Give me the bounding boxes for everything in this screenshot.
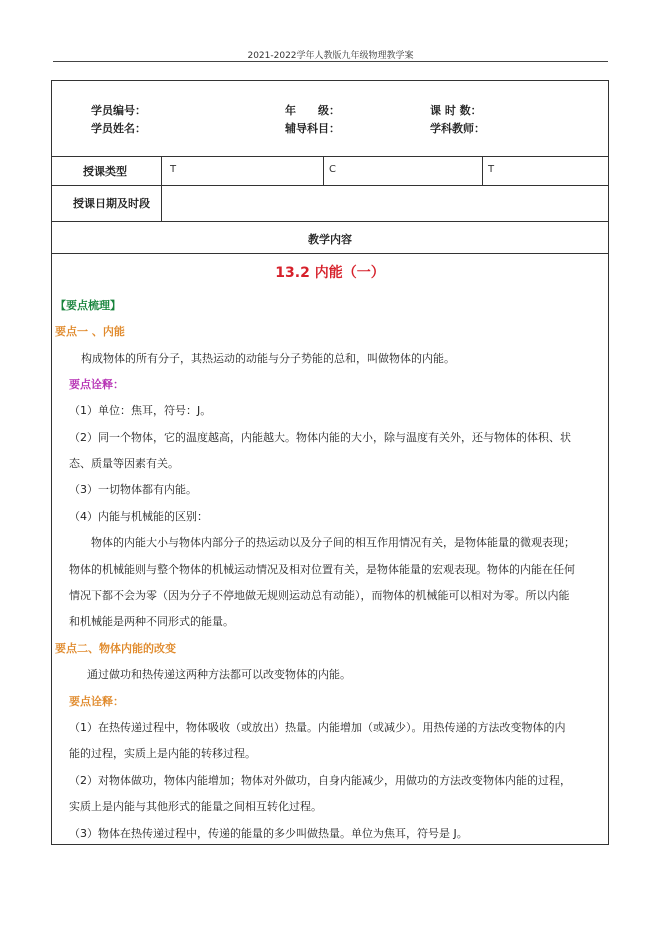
paragraph: （3）一切物体都有内能。: [69, 483, 197, 496]
paragraph: 通过做功和热传递这两种方法都可以改变物体的内能。: [87, 668, 351, 681]
table-divider: [161, 156, 162, 221]
paragraph: 物体的机械能则与整个物体的机械运动情况及相对位置有关，是物体能量的宏观表现。物体的内能在任何: [69, 563, 575, 576]
lesson-type-t2: T: [488, 164, 495, 175]
class-hours-label: 课 时 数：: [430, 104, 482, 117]
table-divider: [323, 156, 324, 185]
lesson-type-label: 授课类型: [83, 165, 127, 178]
lesson-type-t1: T: [170, 164, 177, 175]
point2-heading: 要点二、物体内能的改变: [55, 642, 176, 655]
paragraph: 实质上是内能与其他形式的能量之间相互转化过程。: [69, 800, 322, 813]
table-divider: [52, 221, 608, 222]
header-rule: [53, 61, 608, 62]
content-section-heading: 教学内容: [308, 233, 352, 246]
lesson-type-c: C: [329, 164, 336, 175]
table-divider: [482, 156, 483, 185]
subject-label: 辅导科目：: [285, 122, 340, 135]
point1-heading: 要点一 、内能: [55, 325, 125, 338]
table-divider: [52, 253, 608, 254]
table-divider: [52, 185, 608, 186]
document-header-title: 2021-2022学年人教版九年级物理教学案: [247, 51, 414, 61]
student-id-label: 学员编号：: [91, 104, 146, 117]
paragraph: （2）对物体做功，物体内能增加；物体对外做功，自身内能减少，用做功的方法改变物体内能的过程，: [69, 774, 571, 787]
paragraph: （2）同一个物体，它的温度越高，内能越大。物体内能的大小，除与温度有关外，还与物体的体积、状: [69, 431, 571, 444]
paragraph: 能的过程，实质上是内能的转移过程。: [69, 747, 256, 760]
explain1-heading: 要点诠释：: [69, 378, 124, 391]
grade-label: 年 级：: [285, 104, 340, 117]
paragraph: （1）单位：焦耳，符号：J。: [69, 404, 212, 417]
lesson-title: 13.2 内能（一）: [275, 265, 385, 281]
paragraph: 物体的内能大小与物体内部分子的热运动以及分子间的相互作用情况有关，是物体能量的微观表现；: [91, 536, 575, 549]
summary-heading: 【要点梳理】: [55, 299, 121, 312]
lesson-plan-table: [51, 80, 609, 845]
paragraph: 和机械能是两种不同形式的能量。: [69, 615, 234, 628]
paragraph: 态、质量等因素有关。: [69, 457, 179, 470]
lesson-date-label: 授课日期及时段: [73, 197, 150, 210]
table-divider: [52, 156, 608, 157]
paragraph: （4）内能与机械能的区别：: [69, 510, 208, 523]
explain2-heading: 要点诠释：: [69, 695, 124, 708]
paragraph: 构成物体的所有分子，其热运动的动能与分子势能的总和，叫做物体的内能。: [81, 352, 455, 365]
student-name-label: 学员姓名：: [91, 122, 146, 135]
teacher-label: 学科教师：: [430, 122, 485, 135]
paragraph: 情况下都不会为零（因为分子不停地做无规则运动总有动能），而物体的机械能可以相对为零。所以内能: [69, 589, 570, 602]
paragraph: （1）在热传递过程中，物体吸收（或放出）热量。内能增加（或减少）。用热传递的方法改变物体的内: [69, 721, 566, 734]
paragraph: （3）物体在热传递过程中，传递的能量的多少叫做热量。单位为焦耳，符号是 J。: [69, 827, 468, 840]
